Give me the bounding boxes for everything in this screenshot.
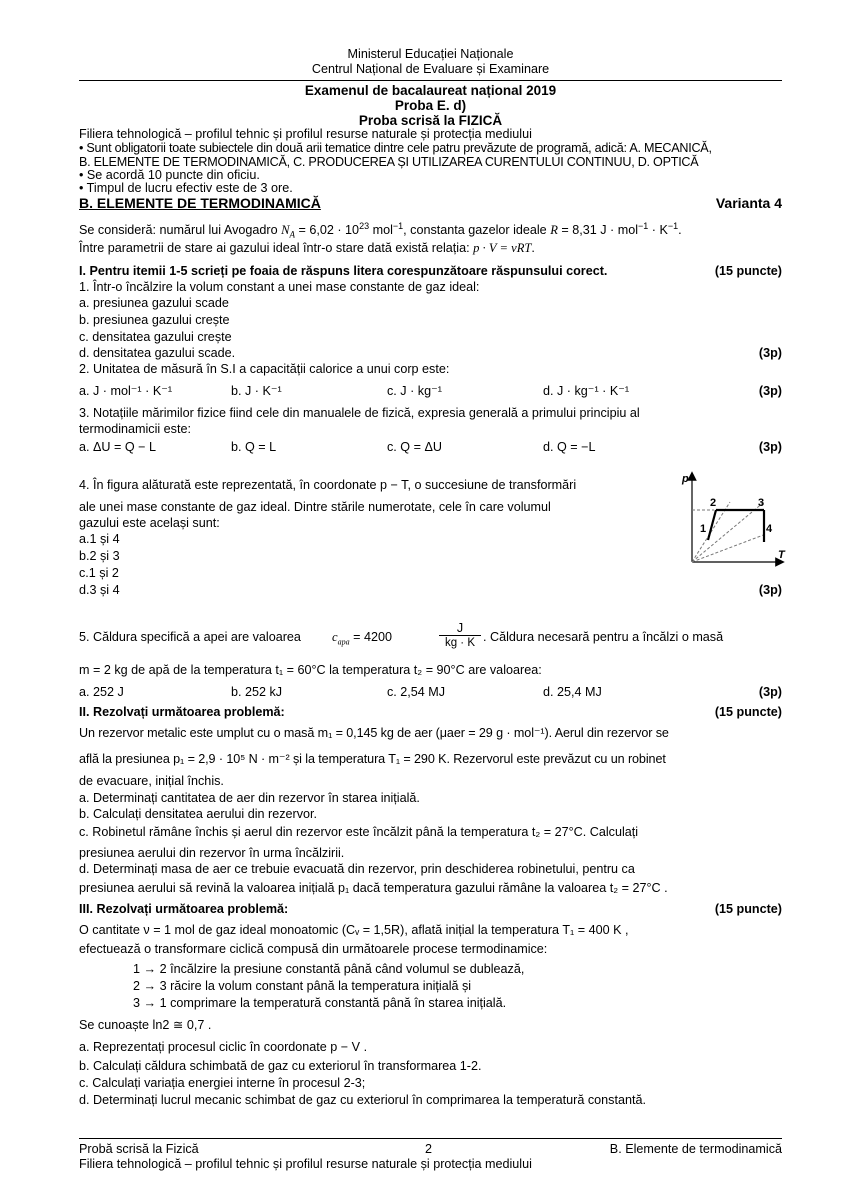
- state-3-label: 3: [758, 497, 765, 509]
- part3-text-1: O cantitate ν = 1 mol de gaz ideal monoatomic (Cᵥ = 1,5R), aflată inițial la temperatura T₁ = 400 K ,: [79, 923, 629, 937]
- state-4-label: 4: [766, 523, 773, 535]
- center-name: Centrul Național de Evaluare și Examinare: [311, 62, 550, 76]
- footer-left: Probă scrisă la Fizică: [79, 1142, 199, 1156]
- constants-line: Se consideră: numărul lui Avogadro $N_A = 6,02 \cdot 10^{23}$ mol$^{-1}$, constanta gazelor ideale R = 8,31 $J \cdot mol^{-1} \cdot K^{-1}$.: [79, 221, 682, 240]
- bullet-oficiu: • Se acordă 10 puncte din oficiu.: [79, 168, 260, 182]
- q1-option-a: a. presiunea gazului scade: [79, 296, 229, 310]
- q3-option-b: b. Q = L: [231, 440, 277, 454]
- q1-points: (3p): [758, 346, 782, 360]
- part3-item-c: c. Calculați variația energiei interne în procesul 2-3;: [79, 1076, 366, 1090]
- q5-option-c: c. 2,54 MJ: [387, 685, 446, 699]
- q5-option-a: a. 252 J: [79, 685, 124, 699]
- q3-text-1: 3. Notațiile mărimilor fizice fiind cele din manualele de fizică, expresia generală a primului principiu al: [79, 406, 640, 420]
- bullet-timp: • Timpul de lucru efectiv este de 3 ore.: [79, 181, 293, 195]
- q3-option-a: a. ΔU = Q − L: [79, 440, 157, 454]
- q2-option-a: a. J · mol⁻¹ · K⁻¹: [79, 384, 173, 398]
- footer-page-number: 2: [425, 1142, 433, 1156]
- header-rule: [79, 80, 782, 81]
- q2-option-b: b. J · K⁻¹: [231, 384, 282, 398]
- footer-right: B. Elemente de termodinamică: [609, 1142, 782, 1156]
- part2-item-d-1: d. Determinați masa de aer ce trebuie evacuată din rezervor, prin deschiderea robinetului, pentru ca: [79, 862, 635, 876]
- q1-option-d-row: [79, 346, 782, 361]
- q2-text: 2. Unitatea de măsură în S.I a capacității calorice a unui corp este:: [79, 362, 450, 376]
- footer-rule: [79, 1138, 782, 1139]
- part2-text-1: Un rezervor metalic este umplut cu o masă m₁ = 0,145 kg de aer (μaer = 29 g · mol⁻¹). Aerul din rezervor se: [79, 726, 669, 740]
- part2-item-c-1: c. Robinetul rămâne închis și aerul din rezervor este încălzit până la temperatura t₂ = 27°C. Calculați: [79, 825, 639, 839]
- part2-text-2: află la presiunea p₁ = 2,9 · 10⁵ N · m⁻² și la temperatura T₁ = 290 K. Rezervorul este prevăzut cu un robinet: [79, 752, 666, 766]
- proba-label: Proba E. d): [394, 98, 467, 113]
- q4-text-1: 4. În figura alăturată este reprezentată, în coordonate p − T, o succesiune de transformări: [79, 478, 577, 492]
- bullet-obligatorii-1: • Sunt obligatorii toate subiectele din două arii tematice dintre cele patru prevăzute de programă, adică: A. MECANICĂ,: [79, 141, 712, 155]
- part3-text-2: efectuează o transformare ciclică compusă din următoarele procese termodinamice:: [79, 942, 548, 956]
- part3-item-b: b. Calculați căldura schimbată de gaz cu exteriorul în transformarea 1-2.: [79, 1059, 482, 1073]
- part3-ln2: Se cunoaște ln2 ≅ 0,7 .: [79, 1018, 212, 1032]
- q2-option-d: d. J · kg⁻¹ · K⁻¹: [543, 384, 630, 398]
- q5-option-b: b. 252 kJ: [231, 685, 283, 699]
- filiera-line: Filiera tehnologică – profilul tehnic și profilul resurse naturale și protecția mediului: [79, 127, 532, 141]
- part2-item-d-2: presiunea aerului să revină la valoarea inițială p₁ dacă temperatura gazului rămâne la valoarea t₂ = 27°C .: [79, 881, 668, 895]
- q4-text-2: ale unei mase constante de gaz ideal. Dintre stările numerotate, cele în care volumul: [79, 500, 551, 514]
- q3-option-c: c. Q = ΔU: [387, 440, 442, 454]
- q5-text-2: m = 2 kg de apă de la temperatura t₁ = 60°C la temperatura t₂ = 90°C are valoarea:: [79, 663, 542, 677]
- q5-unit-fraction: J kg · K: [439, 621, 481, 650]
- part1-header: I. Pentru itemii 1-5 scrieți pe foaia de răspuns litera corespunzătoare răspunsului corect. (15 puncte): [79, 264, 782, 278]
- part2-header: II. Rezolvați următoarea problemă: (15 puncte): [79, 705, 782, 719]
- isochore-line-3: [692, 534, 766, 562]
- q5-points: (3p): [758, 685, 782, 699]
- q4-option-d-row: [79, 583, 782, 598]
- variant-label: Varianta 4: [715, 195, 782, 211]
- q3-text-2: termodinamicii este:: [79, 422, 191, 436]
- state-2-label: 2: [710, 497, 717, 509]
- q2-option-c: c. J · kg⁻¹: [387, 384, 442, 398]
- q4-option-c: c.1 și 2: [79, 566, 119, 580]
- state-relation-line: Între parametrii de stare ai gazului ideal într-o stare dată există relația: p · V = νRT.: [79, 241, 535, 255]
- t-axis-label: T: [778, 549, 785, 561]
- q1-option-b: b. presiunea gazului crește: [79, 313, 230, 327]
- footer-filiera: Filiera tehnologică – profilul tehnic și profilul resurse naturale și protecția mediului: [79, 1157, 532, 1171]
- q1-text: 1. Într-o încălzire la volum constant a unei mase constante de gaz ideal:: [79, 280, 480, 294]
- part2-item-b: b. Calculați densitatea aerului din rezervor.: [79, 807, 318, 821]
- q5-option-d: d. 25,4 MJ: [543, 685, 602, 699]
- pt-diagram: [680, 470, 790, 570]
- exam-title: Examenul de bacalaureat național 2019: [304, 83, 557, 98]
- part3-process-1: 1 → 2 încălzire la presiune constantă până când volumul se dublează,: [133, 962, 525, 976]
- p-axis-label: p: [682, 473, 689, 485]
- q3-option-d: d. Q = −L: [543, 440, 596, 454]
- q1-option-c: c. densitatea gazului crește: [79, 330, 232, 344]
- q3-points: (3p): [758, 440, 782, 454]
- part3-item-d: d. Determinați lucrul mecanic schimbat de gaz cu exteriorul în comprimarea la temperatură constantă.: [79, 1093, 646, 1107]
- part2-item-a: a. Determinați cantitatea de aer din rezervor în starea inițială.: [79, 791, 420, 805]
- ministry-name: Ministerul Educației Naționale: [347, 47, 514, 61]
- q4-text-3: gazului este același sunt:: [79, 516, 220, 530]
- q5-text-1: 5. Căldura specifică a apei are valoarea $c_{apa} = 4200$ J kg · K . Căldura necesară pentru a încălzi o masă: [79, 621, 724, 649]
- q4-option-d: d.3 și 4: [79, 583, 120, 597]
- state-1-label: 1: [700, 523, 707, 535]
- q1-option-d: d. densitatea gazului scade.: [79, 346, 236, 360]
- q2-points: (3p): [758, 384, 782, 398]
- process-1-2: [708, 510, 716, 540]
- part3-process-2: 2 → 3 răcire la volum constant până la temperatura inițială și: [133, 979, 472, 993]
- q4-option-b: b.2 și 3: [79, 549, 120, 563]
- part2-text-3: de evacuare, inițial închis.: [79, 774, 224, 788]
- part3-header: III. Rezolvați următoarea problemă: (15 puncte): [79, 902, 782, 916]
- part3-item-a: a. Reprezentați procesul ciclic în coordonate p − V .: [79, 1040, 368, 1054]
- section-title: B. ELEMENTE DE TERMODINAMICĂ: [79, 195, 321, 211]
- q4-option-a: a.1 și 4: [79, 532, 120, 546]
- bullet-obligatorii-2: B. ELEMENTE DE TERMODINAMICĂ, C. PRODUCEREA ȘI UTILIZAREA CURENTULUI CONTINUU, D. OPTICĂ: [79, 155, 699, 169]
- part2-item-c-2: presiunea aerului din rezervor în urma încălzirii.: [79, 846, 345, 860]
- section-header: [79, 196, 782, 211]
- q4-points: (3p): [758, 583, 782, 597]
- subject-title: Proba scrisă la FIZICĂ: [358, 113, 503, 128]
- part3-process-3: 3 → 1 comprimare la temperatură constantă până în starea inițială.: [133, 996, 507, 1010]
